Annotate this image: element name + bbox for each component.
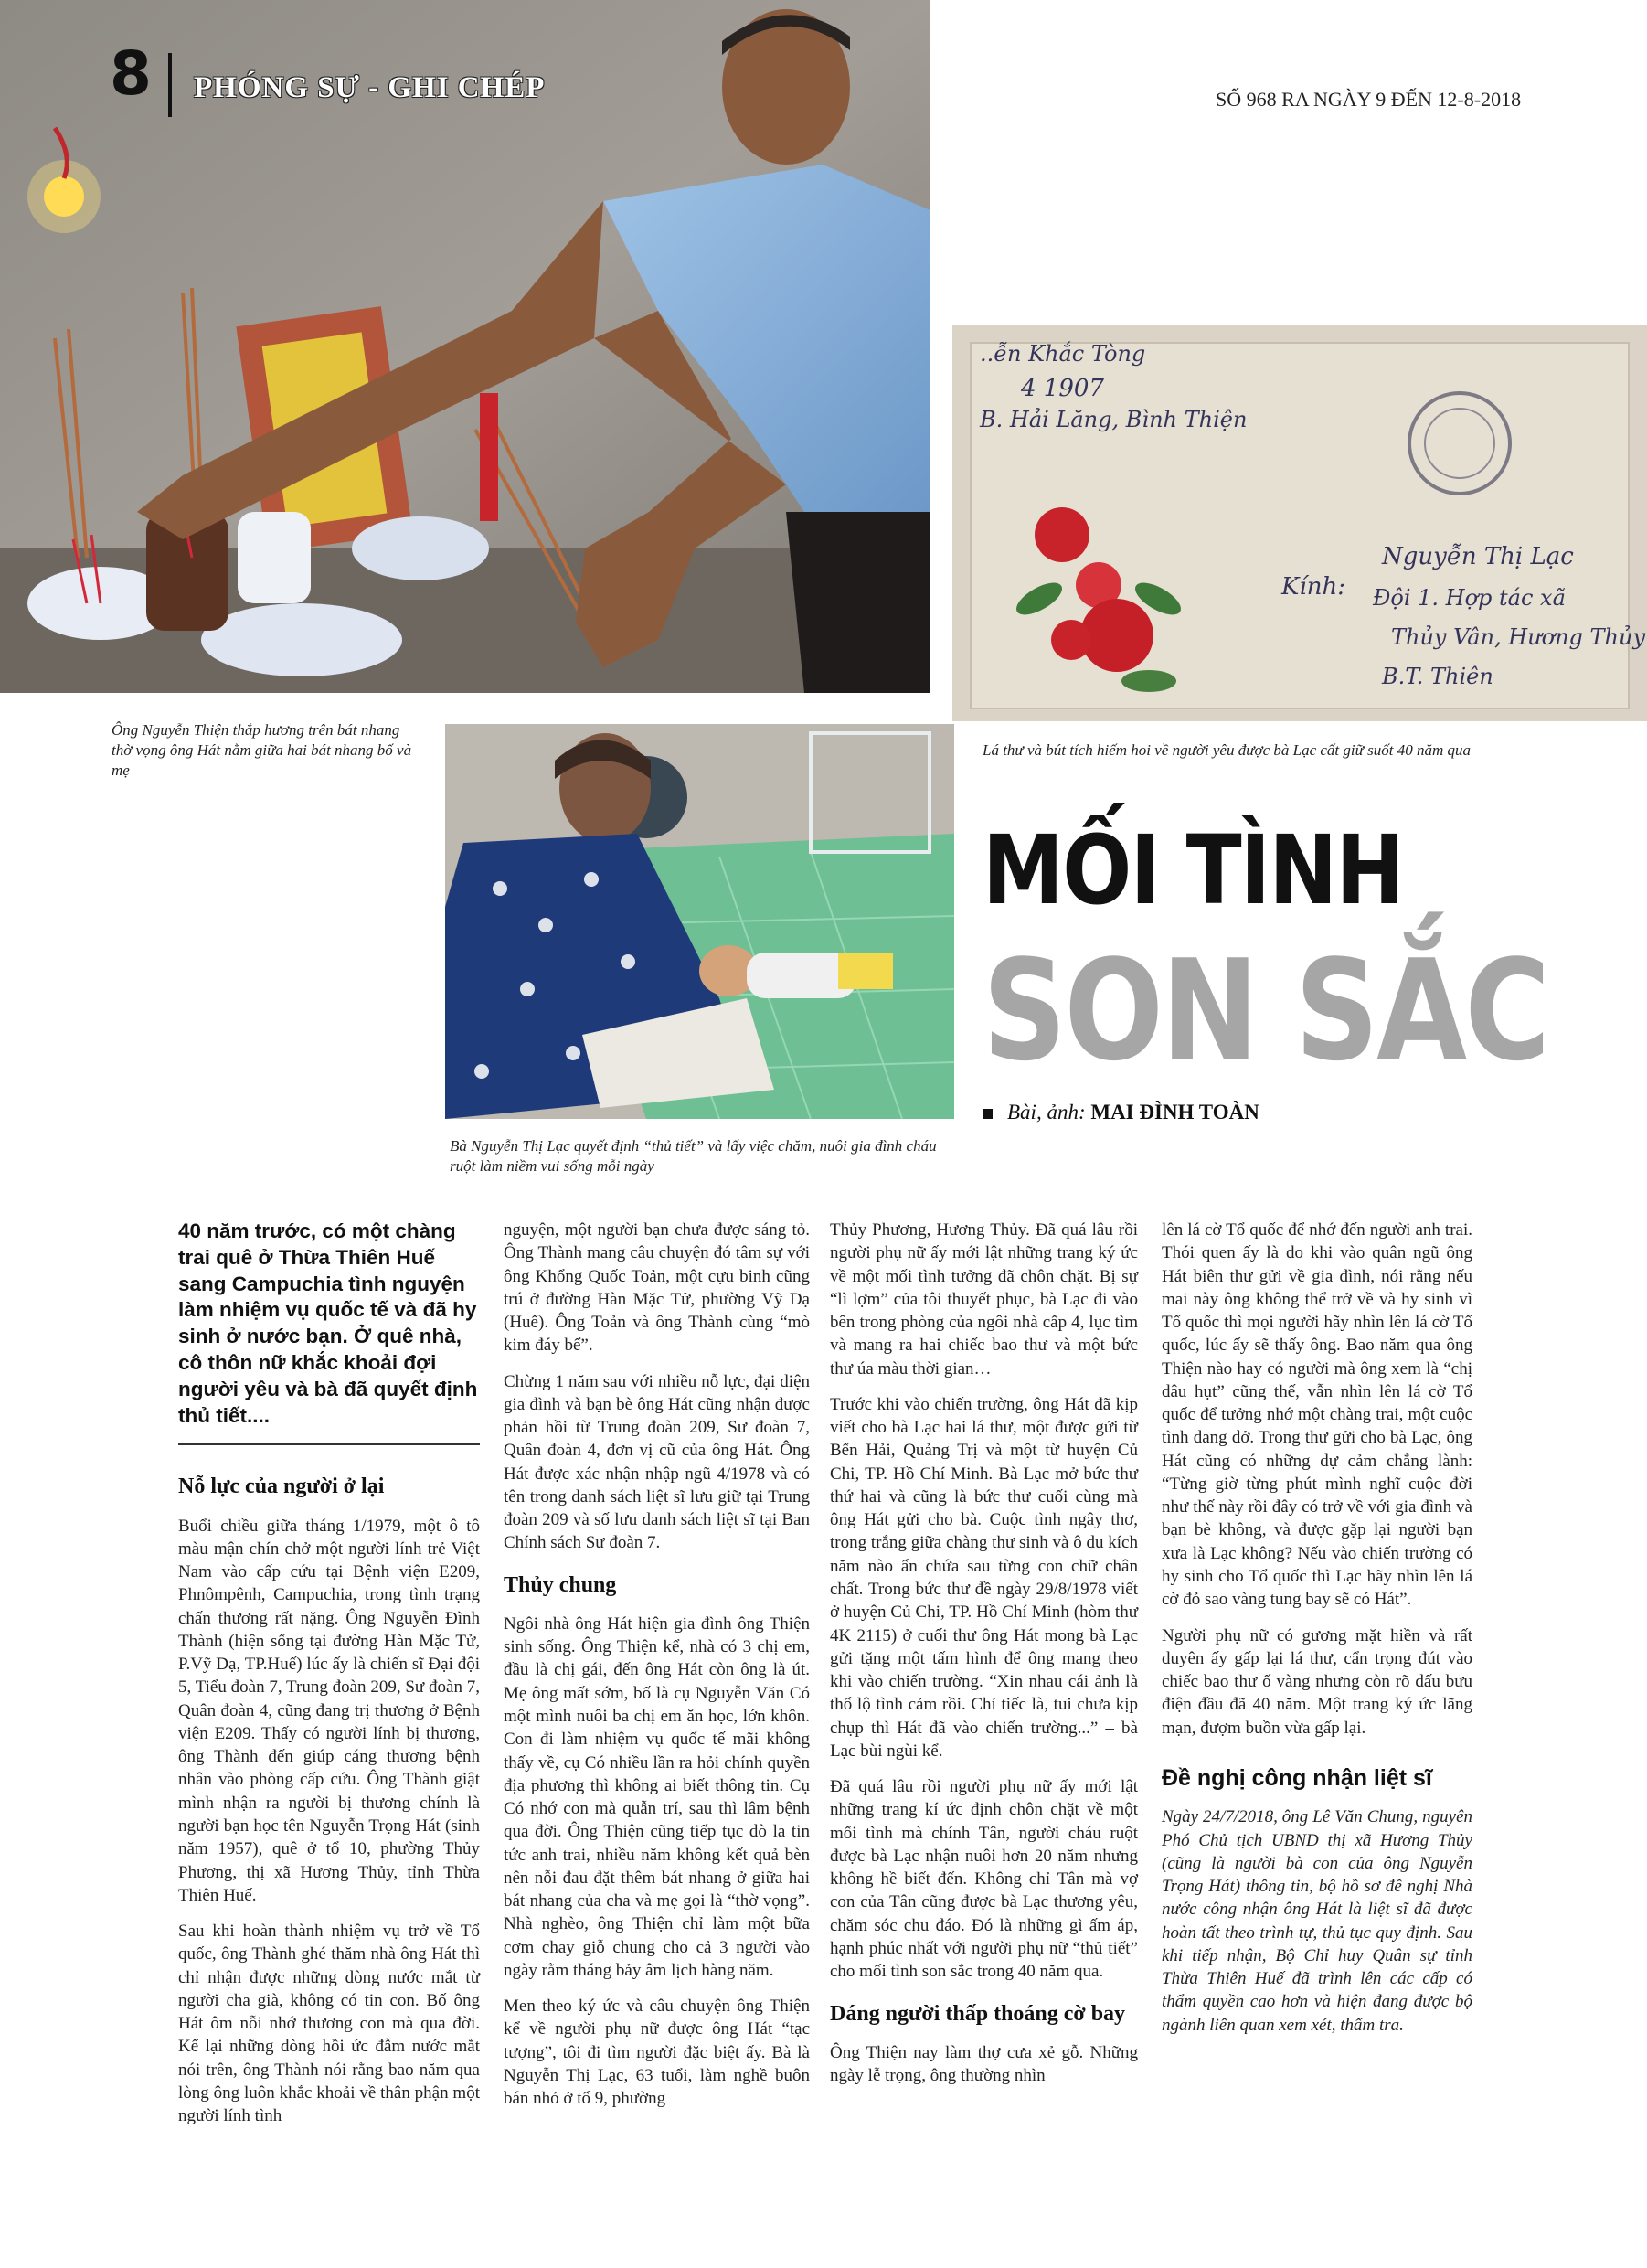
paragraph: Ông Thiện nay làm thợ cưa xẻ gỗ. Những ngày lễ trọng, ông thường nhìn <box>830 2042 1138 2085</box>
envelope-recipient-line1: Nguyễn Thị Lạc <box>1382 543 1574 570</box>
paragraph: nguyện, một người bạn chưa được sáng tỏ. Ông Thành mang câu chuyện đó tâm sự với ông Khổng Quốc Toản, một cựu binh cũng trú ở đường Hàn Mặc Tử, phường Vỹ Dạ (Huế). Ông Toản và ông Thành cùng “mò kim đáy bể”. <box>504 1220 810 1356</box>
article-lead: 40 năm trước, có một chàng trai quê ở Thừa Thiên Huế sang Campuchia tình nguyện làm nhiệm vụ quốc tế và đã hy sinh ở nước bạn. Ở quê nhà, cô thôn nữ khắc khoải đợi người yêu và bà đã quyết định thủ tiết.... <box>178 1219 480 1445</box>
photo-woman-reading-image <box>445 724 954 1119</box>
paragraph: Men theo ký ức và câu chuyện ông Thiện kể về người phụ nữ được ông Hát “tạc tượng”, tôi đi tìm người đặc biệt ấy. Bà là Nguyễn Thị Lạc, 63 tuổi, làm nghề buôn bán nhỏ ở tổ 9, phường <box>504 1996 810 2109</box>
envelope-sender-line2: 4 1907 <box>1021 375 1104 402</box>
photo-love-letter-envelope <box>952 325 1647 721</box>
photo1-caption: Ông Nguyễn Thiện thắp hương trên bát nhang thờ vọng ông Hát nằm giữa hai bát nhang bố và mẹ <box>112 721 412 780</box>
paragraph: Trước khi vào chiến trường, ông Hát đã kịp viết cho bà Lạc hai lá thư, một được gửi từ Bến Hải, Quảng Trị và một từ huyện Củ Chi, TP. Hồ Chí Minh. Bà Lạc mở bức thư thứ hai và cũng là bức thư cuối cùng mà ông Hát gửi cho bà. Cuộc tình ngây thơ, trong trắng giữa chàng thư sinh và ô du kích năm nào ẩn chứa sau từng con chữ chân chất. Trong bức thư đề ngày 29/8/1978 viết ở huyện Củ Chi, TP. Hồ Chí Minh (hòm thư 4K 2115) ở cuối thư ông Hát mong bà Lạc gửi tặng một tấm hình để ông mang theo khi vào chiến trường. “Xin nhau cái ảnh là thổ lộ tình cảm rồi. Chỉ tiếc là, tui chưa kịp chụp thì Hát đã vào chiến trường...” – bà Lạc bùi ngùi kể. <box>830 1394 1138 1761</box>
envelope-recipient-line4: B.T. Thiên <box>1382 664 1493 689</box>
byline-label: Bài, ảnh: <box>1007 1101 1086 1123</box>
envelope-sender-line3: B. Hải Lăng, Bình Thiện <box>980 407 1248 432</box>
photo2-caption: Lá thư và bút tích hiếm hoi về người yêu được bà Lạc cất giữ suốt 40 năm qua <box>983 741 1471 759</box>
paragraph: lên lá cờ Tổ quốc để nhớ đến người anh trai. Thói quen ấy là do khi vào quân ngũ ông Hát biên thư gửi về gia đình, nói rằng nếu mai này ông không thể trở về và hy sinh vì Tổ quốc thì mọi người hãy nhìn lên lá cờ Tổ quốc, lúc ấy sẽ thấy ông. Bao năm qua ông Thiện nào hay có người mà ông xem là “chị dâu hụt” cũng thế, vẫn nhìn lên lá cờ Tổ quốc để tưởng nhớ một chàng trai, một cuộc tình dang dở. Trong thư gửi cho bà Lạc, ông Hát cũng có những dự cảm chẳng lành: “Từng giờ từng phút mình nghĩ cuộc đời như thế này rồi đây có trở về với gia đình và bạn bè không, và được gặp lại người bạn xưa là Lạc không? Nếu vào chiến trường có hy sinh cho Tổ quốc thì Lạc hãy nhìn lên lá cờ đỏ sao vàng tung bay sẽ có Hát”. <box>1162 1220 1472 1610</box>
photo-love-letter-envelope-image <box>952 325 1647 721</box>
section-title: PHÓNG SỰ - GHI CHÉP <box>194 71 546 104</box>
column-1 <box>178 1219 480 2140</box>
header-divider <box>168 53 172 117</box>
byline-author: MAI ĐÌNH TOÀN <box>1090 1101 1259 1123</box>
bullet-square-icon <box>983 1109 993 1119</box>
column-4 <box>1162 1219 1472 2050</box>
paragraph: Sau khi hoàn thành nhiệm vụ trở về Tổ quốc, ông Thành ghé thăm nhà ông Hát thì chỉ nhận được những dòng nước mắt từ người cha già, không có tin con. Bố ông Hát ôm nỗi nhớ thương con mà qua đời. Kể lại những dòng hồi ức đẫm nước mắt nói trên, ông Thành nói rằng bao năm qua lòng ông luôn khắc khoải về thân phận một người lính tình <box>178 1922 480 2126</box>
envelope-recipient-line2: Đội 1. Hợp tác xã <box>1373 585 1566 611</box>
subhead-1: Nỗ lực của người ở lại <box>178 1475 385 1499</box>
paragraph: Ngôi nhà ông Hát hiện gia đình ông Thiện sinh sống. Ông Thiện kể, nhà có 3 chị em, đầu là chị gái, đến ông Hát còn ông là út. Mẹ ông mất sớm, bố là cụ Nguyễn Văn Có một mình nuôi ba chị em ăn học, lớn khôn. Con đi làm nhiệm vụ quốc tế mãi không thấy về, cụ Có nhiều lần ra hỏi chính quyền địa phương thì không ai biết thông tin. Cụ Có nhớ con mà quẫn trí, sau thì lâm bệnh qua đời. Ông Thiện cũng tiếp tục dò la tin tức anh trai, nhiều năm không kết quả bèn nên nỗi đau đặt thêm bát nhang ở giữa hai bát nhang của cha và mẹ gọi là “thờ vọng”. Nhà nghèo, ông Thiện chỉ làm một bữa cơm chay giỗ chung cho cả 3 người vào ngày rằm tháng bảy âm lịch hàng năm. <box>504 1613 810 1980</box>
subhead-2: Thủy chung <box>504 1572 617 1597</box>
column-2 <box>504 1219 810 2123</box>
headline-line2: SON SẮC <box>983 930 1548 1091</box>
envelope-recipient-line3: Thủy Vân, Hương Thủy <box>1391 624 1646 650</box>
column-3 <box>830 1219 1138 2100</box>
envelope-sender-line1: ..ễn Khắc Tòng <box>980 341 1146 367</box>
byline <box>983 1101 1259 1124</box>
paragraph: Buổi chiều giữa tháng 1/1979, một ô tô màu mận chín chở một người lính trẻ Việt Nam vào cấp cứu tại Bệnh viện E209, Phnômpênh, Campuchia, trong tình trạng chấn thương rất nặng. Ông Nguyễn Đình Thành (hiện sống tại đường Hàn Mặc Tử, P.Vỹ Dạ, TP.Huế) lúc ấy là chiến sĩ Đại đội 5, Tiểu đoàn 7, Trung đoàn 209, Sư đoàn 7, Quân đoàn 4, cũng đang trị thương ở Bệnh viện E209. Thấy có người lính bị thương, ông Thành đến giúp cáng thương bệnh nhân vào phòng cấp cứu. Ông Thành giật mình nhận ra người bị thương chính là người bạn học tên Nguyễn Trọng Hát (sinh năm 1957), quê ở tổ 10, phường Thủy Phương, thị xã Hương Thủy, tỉnh Thừa Thiên Huế. <box>178 1516 480 1905</box>
photo3-caption: Bà Nguyễn Thị Lạc quyết định “thủ tiết” và lấy việc chăm, nuôi gia đình cháu ruột làm niềm vui sống mỗi ngày <box>450 1137 937 1176</box>
page-number: 8 <box>110 38 152 109</box>
paragraph: Ngày 24/7/2018, ông Lê Văn Chung, nguyên Phó Chủ tịch UBND thị xã Hương Thủy (cũng là người bà con của ông Nguyễn Trọng Hát) thông tin, bộ hồ sơ đề nghị Nhà nước công nhận ông Hát là liệt sĩ đã được hoàn tất theo trình tự, thủ tục quy định. Sau khi tiếp nhận, Bộ Chỉ huy Quân sự tỉnh Thừa Thiên Huế đã trình lên các cấp có thẩm quyền cao hơn và hiện đang được bộ ngành liên quan xem xét, thẩm tra. <box>1162 1807 1472 2035</box>
subhead-3: Dáng người thấp thoáng cờ bay <box>830 2001 1126 2026</box>
paragraph: Thủy Phương, Hương Thủy. Đã quá lâu rồi người phụ nữ ấy mới lật những trang ký ức về một mối tình tưởng đã chôn chặt. Bị sự “lì lợm” của tôi thuyết phục, bà Lạc đi vào bên trong phòng của ngôi nhà cấp 4, lục tìm và mang ra hai chiếc bao thư và một bức thư úa màu thời gian… <box>830 1220 1138 1379</box>
subhead-4: Đề nghị công nhận liệt sĩ <box>1162 1764 1432 1791</box>
paragraph: Chừng 1 năm sau với nhiều nỗ lực, đại diện gia đình và bạn bè ông Hát cũng nhận được phản hồi từ Trung đoàn 209, Sư đoàn 7, Quân đoàn 4, đơn vị cũ của ông Hát. Ông Hát được xác nhận nhập ngũ 4/1978 và có tên trong danh sách liệt sĩ lưu giữ tại Trung đoàn 209 và số lưu danh sách liệt sĩ tại Ban Chính sách Sư đoàn 7. <box>504 1371 810 1553</box>
headline-line1: MỐI TÌNH <box>983 815 1403 926</box>
paragraph: Đã quá lâu rồi người phụ nữ ấy mới lật những trang kí ức định chôn chặt về một mối tình mà chính Tân, người cháu ruột được bà Lạc nhận nuôi hơn 20 năm nhưng không hề biết đến. Không chỉ Tân mà vợ con của Tân cũng được bà Lạc thương yêu, chăm sóc chu đáo. Đó là những gì ấm áp, hạnh phúc nhất với người phụ nữ “thủ tiết” cho mối tình son sắc trong 40 năm qua. <box>830 1777 1138 1982</box>
envelope-recipient-prefix: Kính: <box>1281 573 1345 601</box>
paragraph: Người phụ nữ có gương mặt hiền và rất duyên ấy gấp lại lá thư, cẩn trọng đút vào chiếc bao thư ố vàng nhưng còn rõ dấu bưu điện đầu đã 40 năm. Một trang ký ức lãng mạn, đượm buồn vừa gấp lại. <box>1162 1625 1472 1738</box>
photo-woman-reading <box>445 724 954 1119</box>
issue-date: SỐ 968 RA NGÀY 9 ĐẾN 12-8-2018 <box>1216 88 1522 111</box>
